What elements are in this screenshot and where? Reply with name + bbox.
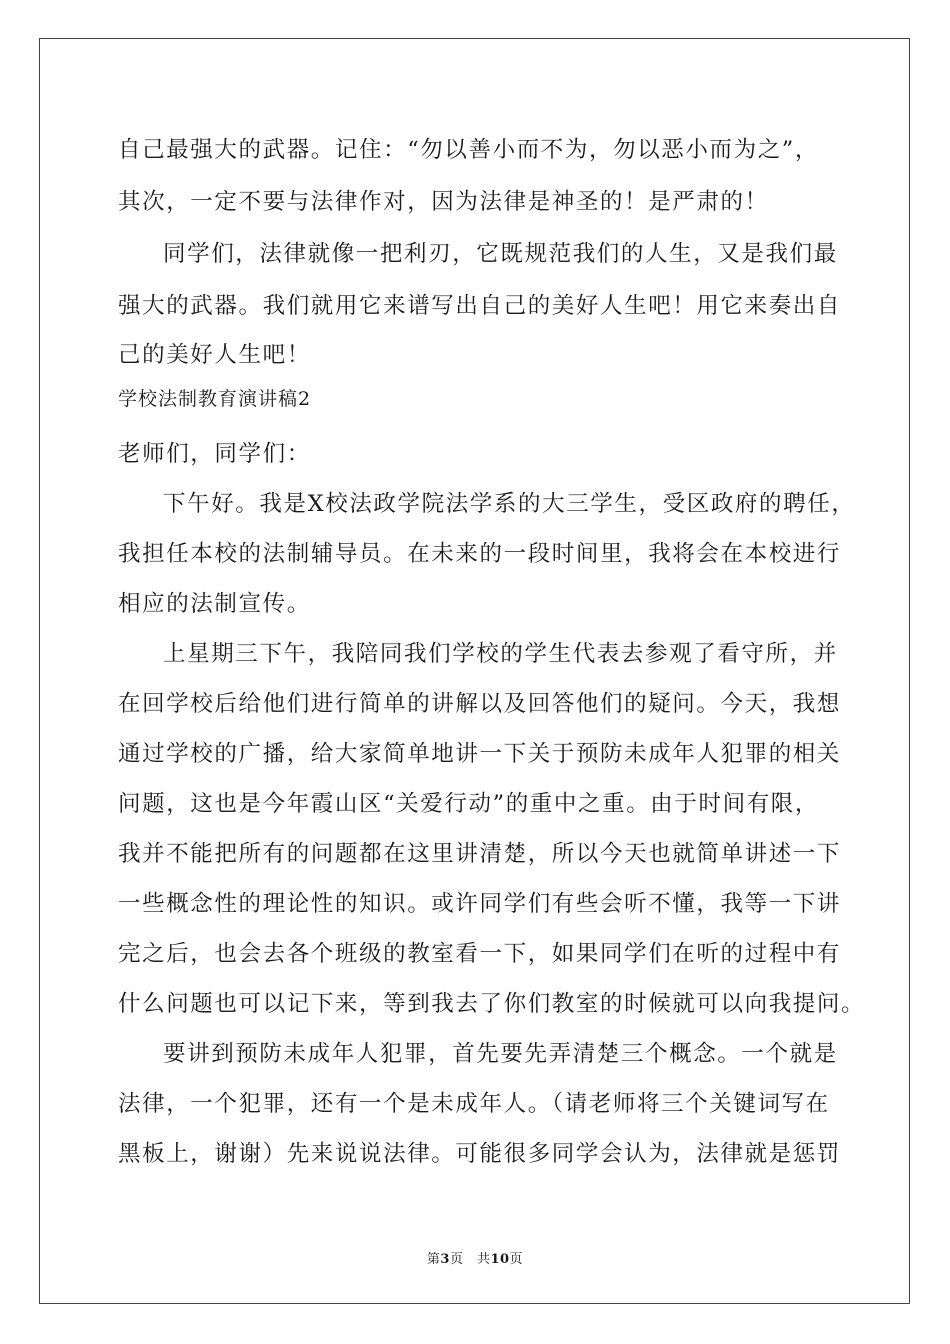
text-line: 黑板上，谢谢）先来说说法律。可能很多同学会认为，法律就是惩罚: [118, 1141, 842, 1167]
text-line: 其次，一定不要与法律作对，因为法律是神圣的！是严肃的！: [118, 189, 769, 215]
text-line: 问题，这也是今年霞山区“关爱行动”的重中之重。由于时间有限，: [118, 791, 820, 817]
text-line: 什么问题也可以记下来，等到我去了你们教室的时候就可以向我提问。: [118, 991, 866, 1017]
text-line: 我并不能把所有的问题都在这里讲清楚，所以今天也就简单讲述一下: [118, 841, 842, 867]
text-line: 己的美好人生吧！: [118, 342, 311, 368]
text-line: 自己最强大的武器。记住：“勿以善小而不为，勿以恶小而为之”，: [118, 137, 820, 163]
text-line: 一些概念性的理论性的知识。或许同学们有些会听不懂，我等一下讲: [118, 891, 842, 917]
text-line: 要讲到预防未成年人犯罪，首先要先弄清楚三个概念。一个就是: [163, 1041, 838, 1067]
page-current: 3: [440, 1252, 450, 1267]
page-suffix: 页: [509, 1252, 524, 1267]
text-line: 上星期三下午，我陪同我们学校的学生代表去参观了看守所，并: [163, 641, 838, 667]
text-line: 强大的武器。我们就用它来谱写出自己的美好人生吧！用它来奏出自: [118, 293, 842, 319]
page-footer: [0, 1248, 950, 1267]
page-prefix: 第: [426, 1252, 441, 1267]
text-line: 通过学校的广播，给大家简单地讲一下关于预防未成年人犯罪的相关: [118, 741, 842, 767]
page-mid: 页 共: [449, 1252, 491, 1267]
text-line: 下午好。我是X校法政学院法学系的大三学生，受区政府的聘任，: [163, 491, 856, 517]
text-line: 法律，一个犯罪，还有一个是未成年人。（请老师将三个关键词写在: [118, 1091, 830, 1117]
salutation: 老师们，同学们：: [118, 441, 311, 467]
text-line: 同学们，法律就像一把利刃，它既规范我们的人生，又是我们最: [163, 241, 838, 267]
text-line: 我担任本校的法制辅导员。在未来的一段时间里，我将会在本校进行: [118, 541, 842, 567]
text-line: 相应的法制宣传。: [118, 591, 311, 617]
text-line: 在回学校后给他们进行简单的讲解以及回答他们的疑问。今天，我想: [118, 691, 842, 717]
text-line: 完之后，也会去各个班级的教室看一下，如果同学们在听的过程中有: [118, 941, 842, 967]
section-title: 学校法制教育演讲稿2: [118, 388, 312, 410]
page-total: 10: [490, 1252, 510, 1267]
